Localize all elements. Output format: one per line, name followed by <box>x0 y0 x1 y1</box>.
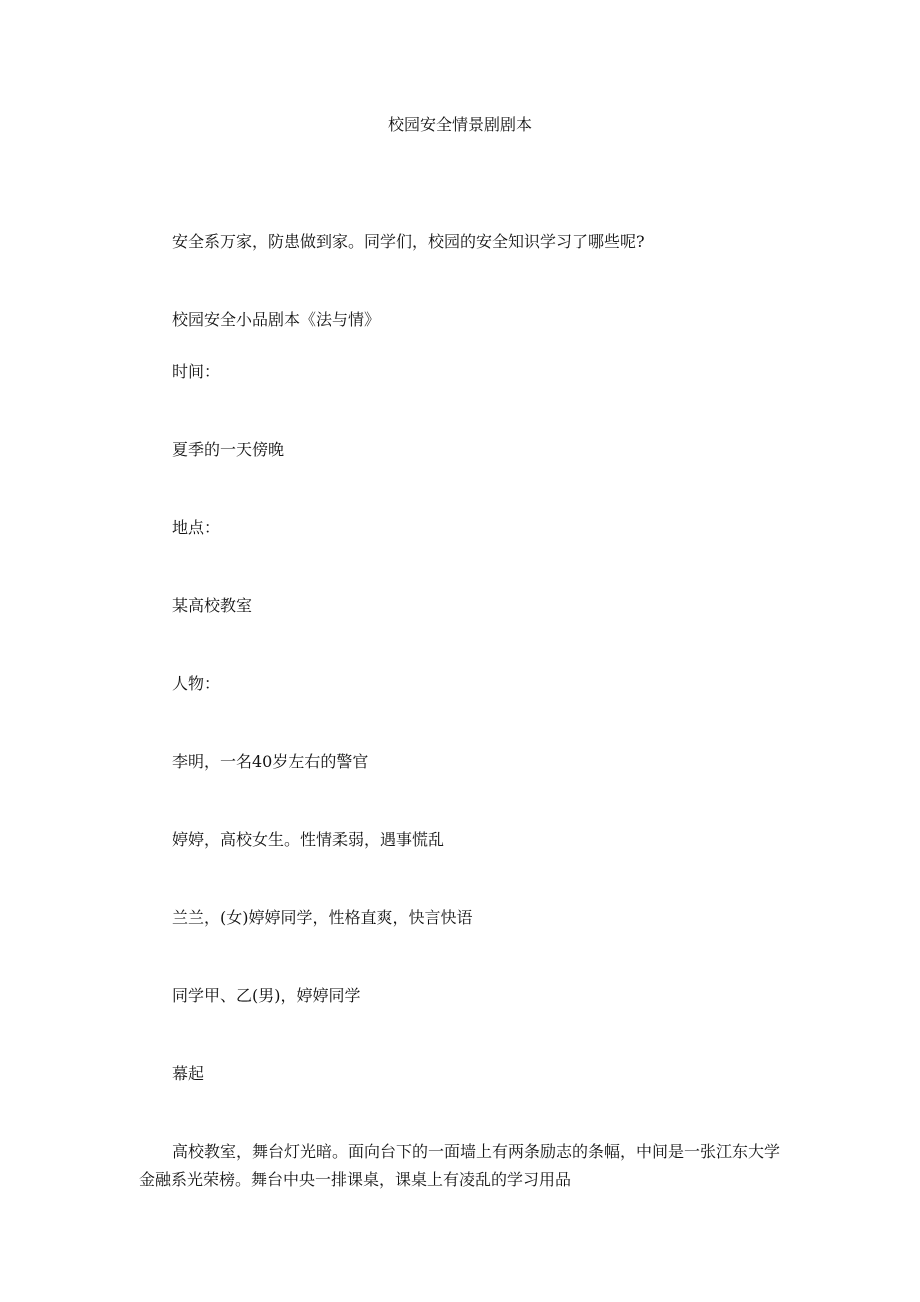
script-title-line: 校园安全小品剧本《法与情》 <box>172 310 381 329</box>
time-label: 时间： <box>172 362 221 381</box>
character-tingting: 婷婷，高校女生。性情柔弱，遇事慌乱 <box>172 830 445 849</box>
characters-label: 人物： <box>172 674 221 693</box>
scene-description: 高校教室，舞台灯光暗。面向台下的一面墙上有两条励志的条幅，中间是一张江东大学金融系光荣榜。舞台中央一排课桌，课桌上有凌乱的学习用品 <box>139 1142 781 1189</box>
place-value: 某高校教室 <box>172 596 253 615</box>
place-label: 地点： <box>172 518 221 537</box>
time-value: 夏季的一天傍晚 <box>172 440 285 459</box>
document-title: 校园安全情景剧剧本 <box>387 115 532 134</box>
intro-paragraph: 安全系万家，防患做到家。同学们，校园的安全知识学习了哪些呢? <box>172 232 645 251</box>
character-li-ming: 李明，一名40岁左右的警官 <box>172 752 369 771</box>
curtain-rises: 幕起 <box>172 1064 205 1083</box>
character-lanlan: 兰兰，(女)婷婷同学，性格直爽，快言快语 <box>172 908 473 927</box>
character-classmates: 同学甲、乙(男)，婷婷同学 <box>172 986 361 1005</box>
